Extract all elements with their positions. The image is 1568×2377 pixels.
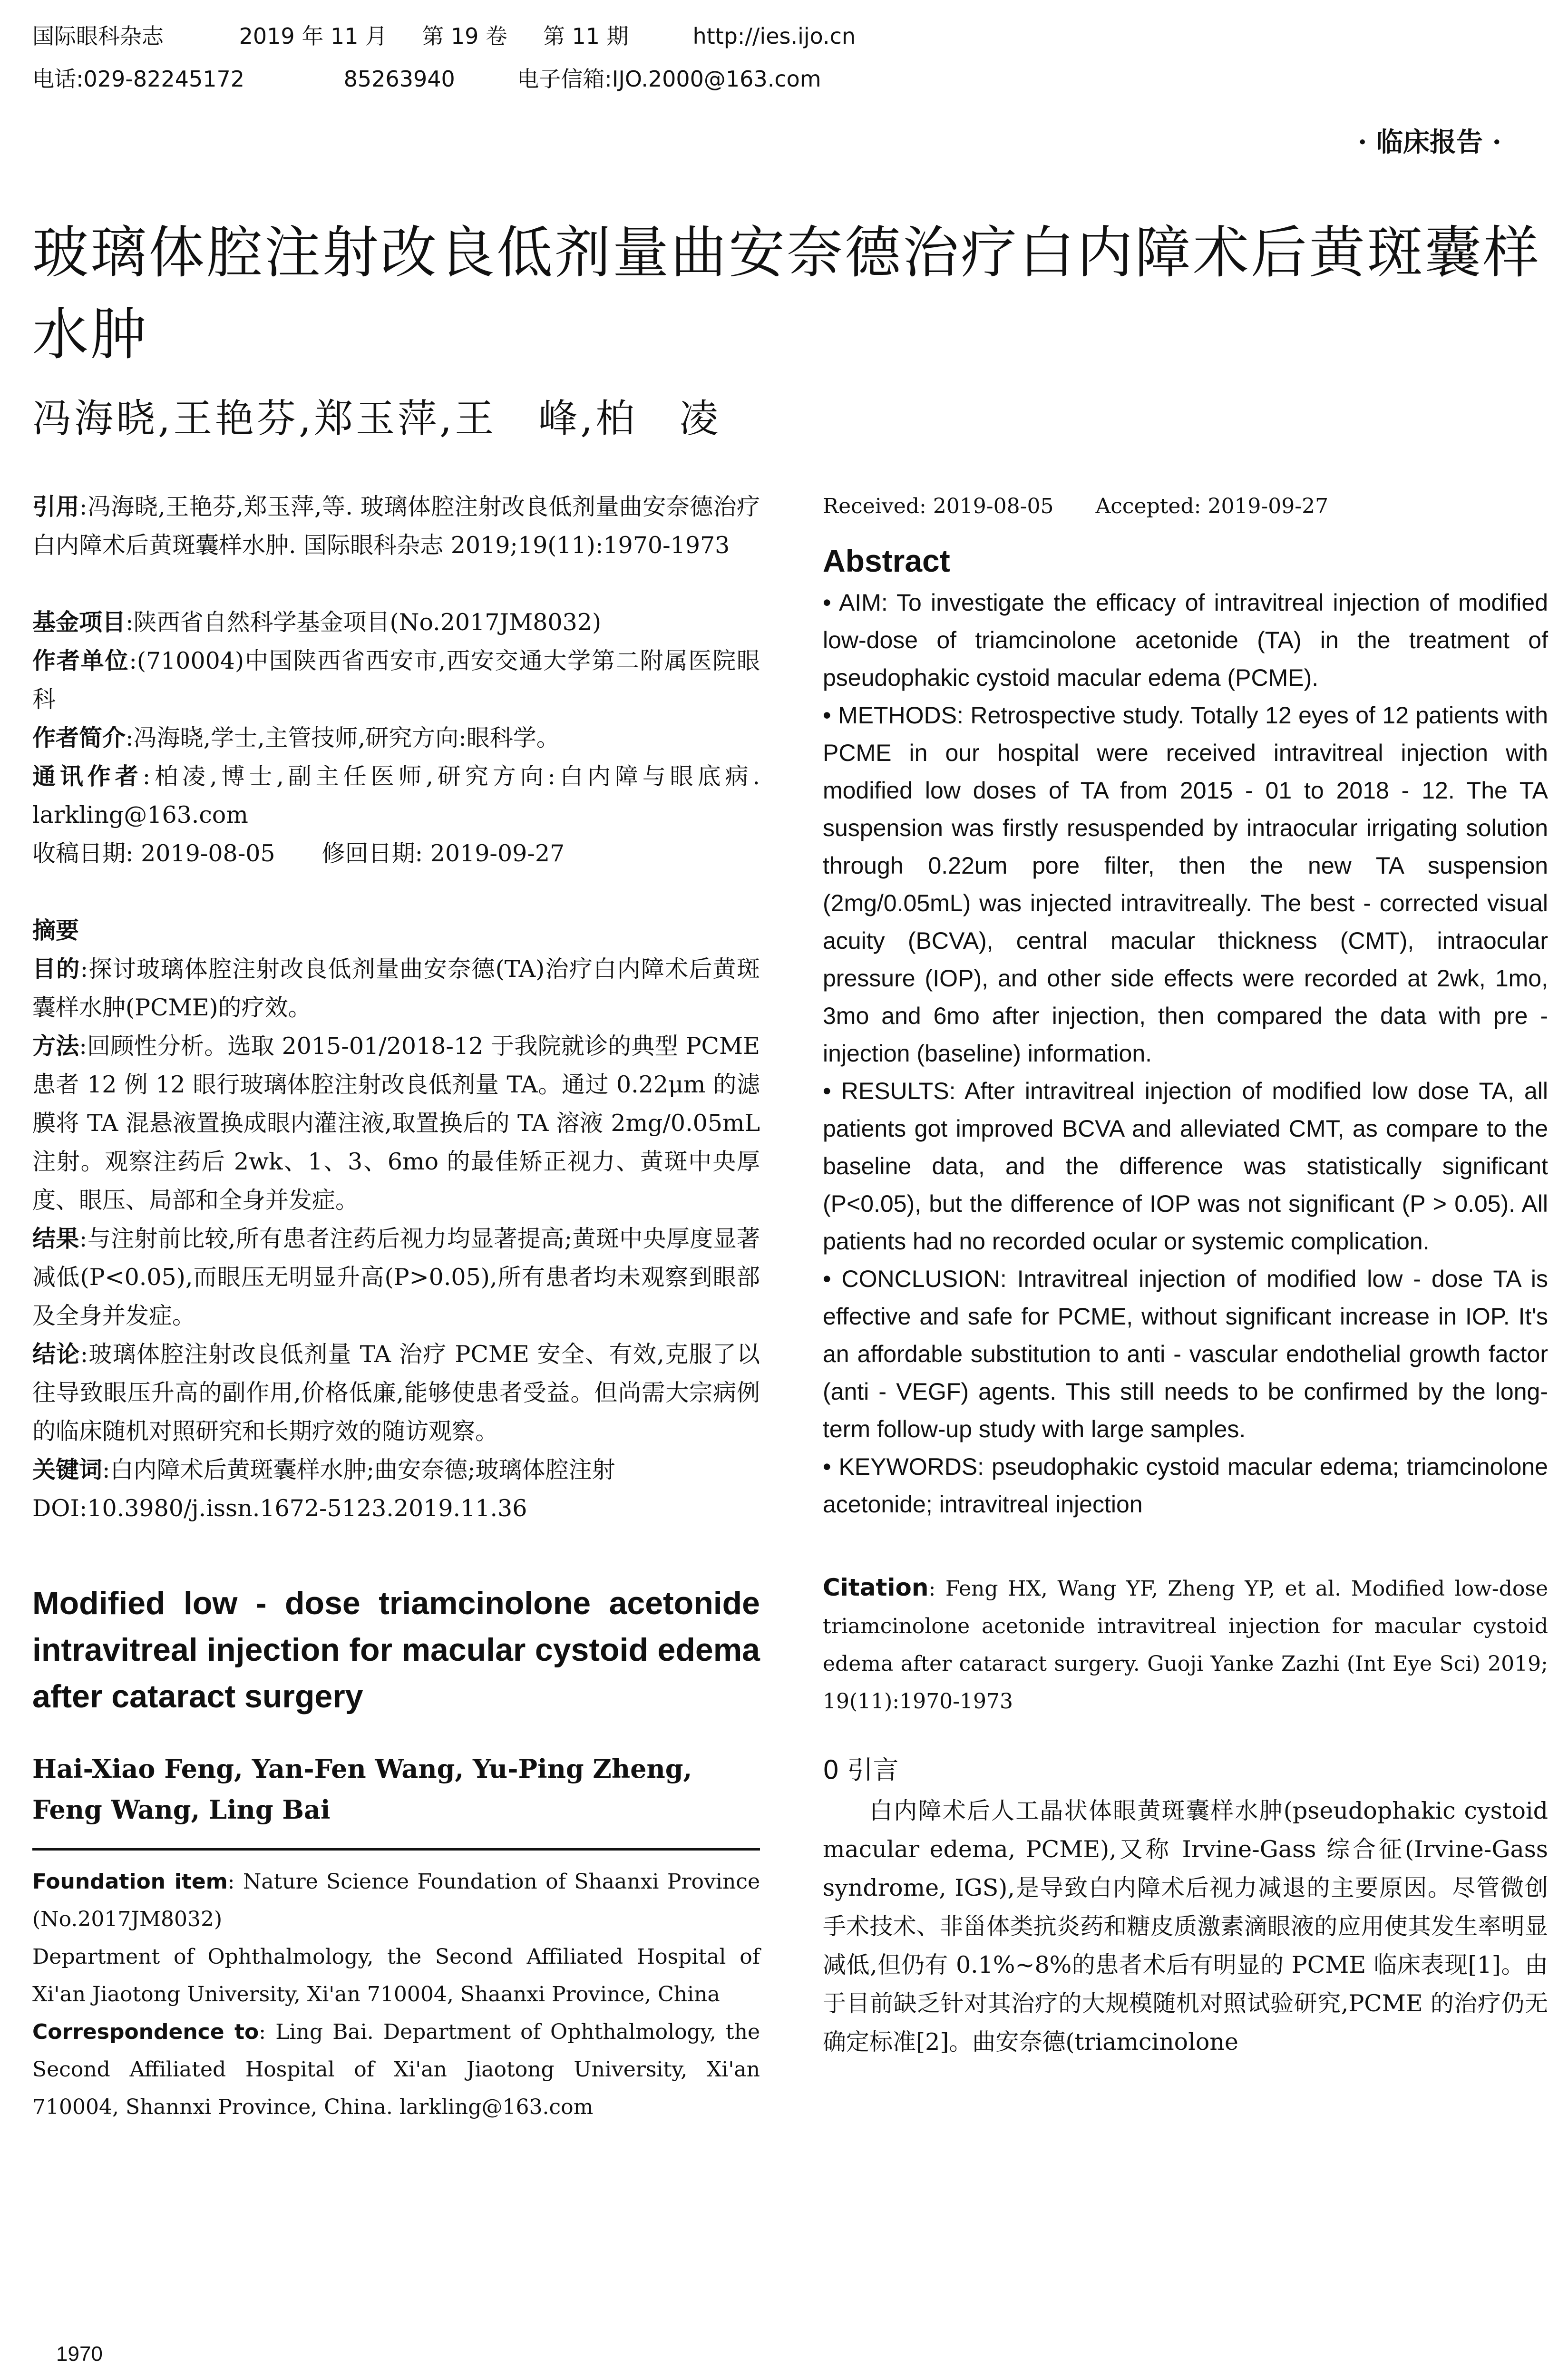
intro-paragraph: 白内障术后人工晶状体眼黄斑囊样水肿(pseudophakic cystoid macular edema, PCME),又称 Irvine-Gass 综合征(Irvine-Gass syndrome, IGS),是导致白内障术后视力减退的主要原因。尽管微创手术技术、非甾体类抗炎药和糖皮质激素滴眼液的应用使其发生率明显减低,但仍有 0.1%~8%的患者术后有明显的 PCME 临床表现[1]。由于目前缺乏针对其治疗的大规模随机对照试验研究,PCME 的治疗仍无确定标准[2]。曲安奈德(triamcinolone (823, 1797, 1548, 2056)
received-accepted: Received: 2019-08-05 Accepted: 2019-09-27 (823, 494, 1329, 518)
abstract-heading-cn: 摘要 (32, 917, 79, 944)
journal-header-line2 (32, 62, 821, 93)
foundation-en: Foundation item: Nature Science Foundation of Shaanxi Province (No.2017JM8032) (32, 1870, 760, 1931)
divider (32, 1848, 760, 1851)
header-issue: 第 11 期 (543, 23, 629, 49)
right-column (823, 487, 1548, 2061)
english-authors-line1: Hai-Xiao Feng, Yan-Fen Wang, Yu-Ping Zheng, (32, 1754, 692, 1784)
article-title: 玻璃体腔注射改良低剂量曲安奈德治疗白内障术后黄斑囊样水肿 (32, 220, 1541, 367)
abstract-conclusion-en: • CONCLUSION: Intravitreal injection of modified low - dose TA is effective and safe for PCME, without significant increase in IOP. It's an affordable substitution to anti - vascular endothelial growth factor (anti - VEGF) agents. This still needs to be confirmed by the long-term follow-up study with large samples. (823, 1266, 1548, 1442)
doi[interactable]: DOI:10.3980/j.issn.1672-5123.2019.11.36 (32, 1495, 527, 1522)
abstract-aim: • AIM: To investigate the efficacy of intravitreal injection of modified low-dose of triamcinolone acetonide (TA) in the treatment of pseudophakic cystoid macular edema (PCME). (823, 589, 1549, 691)
article-authors: 冯海晓,王艳芬,郑玉萍,王 峰,柏 凌 (32, 396, 721, 441)
correspondence-en: Correspondence to: Ling Bai. Department of Ophthalmology, the Second Affiliated Hospital of Xi'an Jiaotong University, Xi'an 710004, Shannxi Province, China. larkling@163.com (32, 2020, 760, 2119)
keywords-en: • KEYWORDS: pseudophakic cystoid macular edema; triamcinolone acetonide; intravitreal injection (823, 1453, 1548, 1518)
intro-heading: 0 引言 (823, 1755, 899, 1785)
citation-cn: 引用:冯海晓,王艳芬,郑玉萍,等. 玻璃体腔注射改良低剂量曲安奈德治疗白内障术后黄斑囊样水肿. 国际眼科杂志 2019;19(11):1970-1973 (32, 493, 760, 559)
correspondence-cn: 通讯作者:柏凌,博士,副主任医师,研究方向:白内障与眼底病. larkling@163.com (32, 763, 760, 828)
page-number: 1970 (56, 2342, 103, 2366)
abstract-results: • RESULTS: After intravitreal injection of modified low dose TA, all patients got improved BCVA and alleviated CMT, as compare to the baseline data, and the difference was statistically significant (P<0.05), but the difference of IOP was not significant (P > 0.05). All patients had no recorded ocular or systemic complication. (823, 1078, 1548, 1255)
header-date: 2019 年 11 月 (239, 23, 388, 49)
left-column (32, 487, 760, 2126)
header-email[interactable]: 电子信箱:IJO.2000@163.com (517, 66, 821, 92)
abstract-method: 方法:回顾性分析。选取 2015-01/2018-12 于我院就诊的典型 PCME 患者 12 例 12 眼行玻璃体腔注射改良低剂量 TA。通过 0.22μm 的滤膜将 TA 混悬液置换成眼内灌注液,取置换后的 TA 溶液 2mg/0.05mL 注射。观察注药后 2wk、1、3、6mo 的最佳矫正视力、黄斑中央厚度、眼压、局部和全身并发症。 (32, 1033, 760, 1214)
header-phone: 电话:029-82245172 (32, 66, 245, 92)
unit-cn: 作者单位:(710004)中国陕西省西安市,西安交通大学第二附属医院眼科 (32, 647, 760, 713)
abstract-conclusion: 结论:玻璃体腔注射改良低剂量 TA 治疗 PCME 安全、有效,克服了以往导致眼压升高的副作用,价格低廉,能够使患者受益。但尚需大宗病例的临床随机对照研究和长期疗效的随访观察。 (32, 1341, 760, 1445)
dates-cn: 收稿日期: 2019-08-05 修回日期: 2019-09-27 (32, 840, 565, 867)
english-title: Modified low - dose triamcinolone acetonide intravitreal injection for macular cystoid edema after cataract surgery (32, 1585, 760, 1715)
english-authors-line2: Feng Wang, Ling Bai (32, 1794, 331, 1825)
fund-cn: 基金项目:陕西省自然科学基金项目(No.2017JM8032) (32, 609, 602, 636)
header-journal: 国际眼科杂志 (32, 23, 164, 49)
abstract-result: 结果:与注射前比较,所有患者注药后视力均显著提高;黄斑中央厚度显著减低(P<0.05),而眼压无明显升高(P>0.05),所有患者均未观察到眼部及全身并发症。 (32, 1225, 760, 1329)
bio-cn: 作者简介:冯海晓,学士,主管技师,研究方向:眼科学。 (32, 724, 560, 751)
journal-header-line1 (32, 19, 856, 50)
header-volume: 第 19 卷 (422, 23, 508, 49)
keywords-cn: 关键词:白内障术后黄斑囊样水肿;曲安奈德;玻璃体腔注射 (32, 1456, 615, 1483)
citation-en: Citation: Feng HX, Wang YF, Zheng YP, et al. Modified low-dose triamcinolone acetonide intravitreal injection for macular cystoid edema after cataract surgery. Guoji Yanke Zazhi (Int Eye Sci) 2019; 19(11):1970-1973 (823, 1574, 1548, 1714)
abstract-methods: • METHODS: Retrospective study. Totally 12 eyes of 12 patients with PCME in our hospital were received intravitreal injection with modified low doses of TA from 2015 - 01 to 2018 - 12. The TA suspension was firstly resuspended by intraocular irrigating solution through 0.22um pore filter, then the new TA suspension (2mg/0.05mL) was injected intravitreally. The best - corrected visual acuity (BCVA), central macular thickness (CMT), intraocular pressure (IOP), and other side effects were recorded at 2wk, 1mo, 3mo and 6mo after injection, then compared the data with pre - injection (baseline) information. (823, 702, 1548, 1067)
header-url[interactable]: http://ies.ijo.cn (692, 23, 856, 49)
section-label: · 临床报告 · (1358, 127, 1501, 158)
header-phone2: 85263940 (343, 66, 455, 92)
abstract-purpose: 目的:探讨玻璃体腔注射改良低剂量曲安奈德(TA)治疗白内障术后黄斑囊样水肿(PCME)的疗效。 (32, 955, 760, 1021)
department-en: Department of Ophthalmology, the Second Affiliated Hospital of Xi'an Jiaotong University, Xi'an 710004, Shaanxi Province, China (32, 1945, 760, 2007)
abstract-heading-en: Abstract (823, 543, 950, 578)
